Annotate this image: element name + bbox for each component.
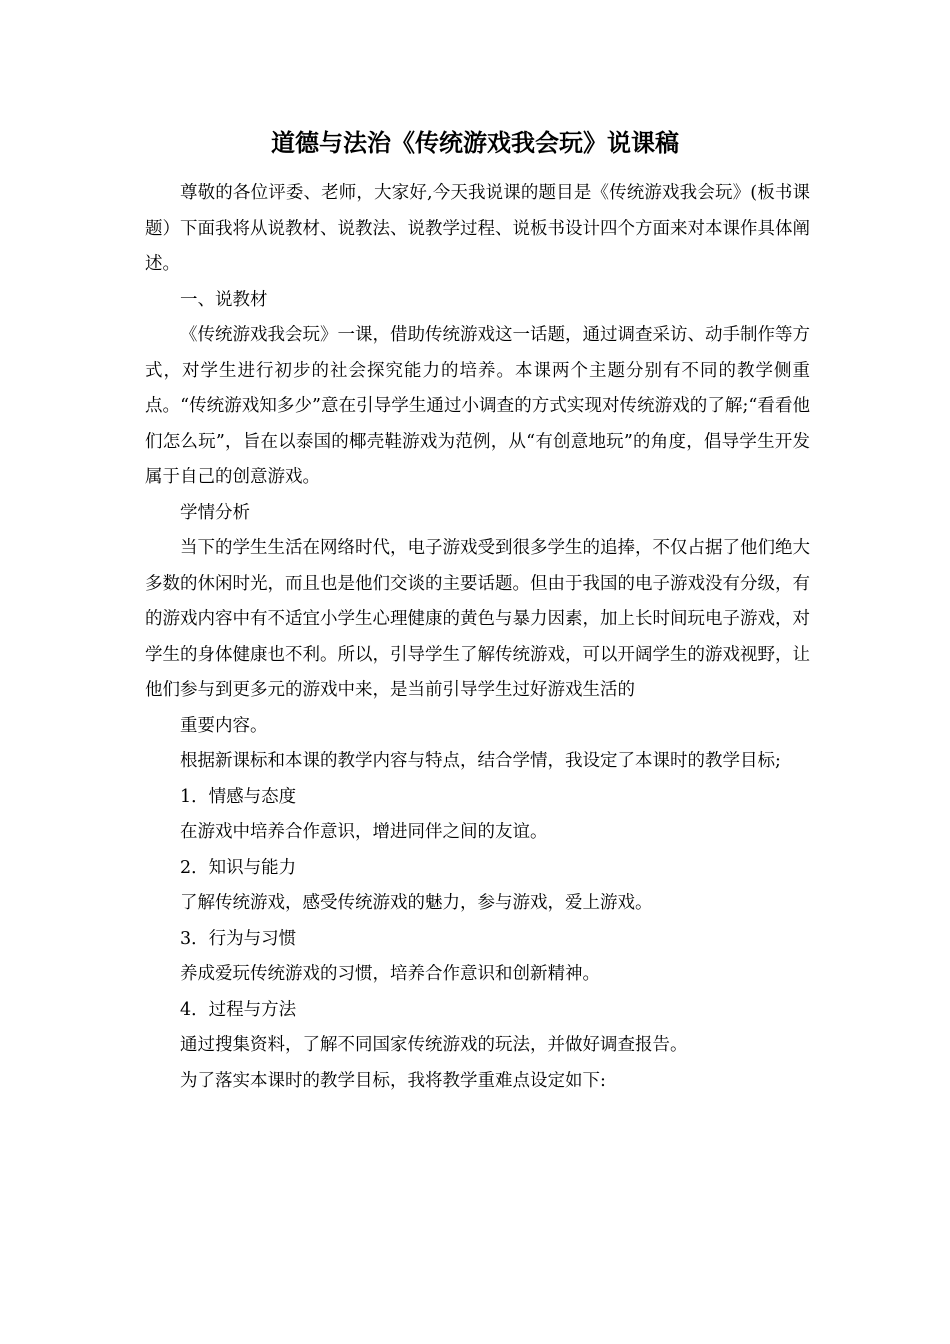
paragraph-goals-intro: 根据新课标和本课的教学内容与特点，结合学情，我设定了本课时的教学目标; <box>180 751 781 771</box>
paragraph-key-points-intro: 为了落实本课时的教学目标，我将教学重难点设定如下: <box>180 1070 606 1091</box>
goal-heading-2: 2．知识与能力 <box>180 857 297 878</box>
goal-heading-1: 1．情感与态度 <box>180 786 297 807</box>
paragraph-intro: 尊敬的各位评委、老师，大家好,今天我说课的题目是《传统游戏我会玩》(板书课题）下面我将从说教材、说教法、说教学过程、说板书设计四个方面来对本课作具体阐述。 <box>145 183 810 274</box>
goal-text-4: 通过搜集资料，了解不同国家传统游戏的玩法，并做好调查报告。 <box>180 1035 688 1055</box>
paragraph-student-analysis: 当下的学生生活在网络时代，电子游戏受到很多学生的追捧，不仅占据了他们绝大多数的休闲时光，而且也是他们交谈的主要话题。但由于我国的电子游戏没有分级，有的游戏内容中有不适宜小学生心理健康的黄色与暴力因素，加上长时间玩电子游戏，对学生的身体健康也不利。所以，引导学生了解传统游戏，可以开阔学生的游戏视野，让他们参与到更多元的游戏中来，是当前引导学生过好游戏生活的 <box>145 538 810 700</box>
goal-text-2: 了解传统游戏，感受传统游戏的魅力，参与游戏，爱上游戏。 <box>180 893 653 913</box>
goal-text-3: 养成爱玩传统游戏的习惯，培养合作意识和创新精神。 <box>180 964 600 984</box>
heading-textbook: 一、说教材 <box>180 289 268 310</box>
heading-student-analysis: 学情分析 <box>180 502 250 523</box>
goal-heading-4: 4．过程与方法 <box>180 999 297 1020</box>
paragraph-textbook: 《传统游戏我会玩》一课，借助传统游戏这一话题，通过调查采访、动手制作等方式，对学生进行初步的社会探究能力的培养。本课两个主题分别有不同的教学侧重点。“传统游戏知多少”意在引导学生通过小调查的方式实现对传统游戏的了解;“看看他们怎么玩”，旨在以泰国的椰壳鞋游戏为范例，从“有创意地玩”的角度，倡导学生开发属于自己的创意游戏。 <box>145 325 810 487</box>
goal-heading-3: 3．行为与习惯 <box>180 928 297 949</box>
document-title: 道德与法治《传统游戏我会玩》说课稿 <box>271 128 679 157</box>
paragraph-important-content: 重要内容。 <box>180 715 268 736</box>
goal-text-1: 在游戏中培养合作意识，增进同伴之间的友谊。 <box>180 822 548 842</box>
document-body <box>145 176 810 1099</box>
